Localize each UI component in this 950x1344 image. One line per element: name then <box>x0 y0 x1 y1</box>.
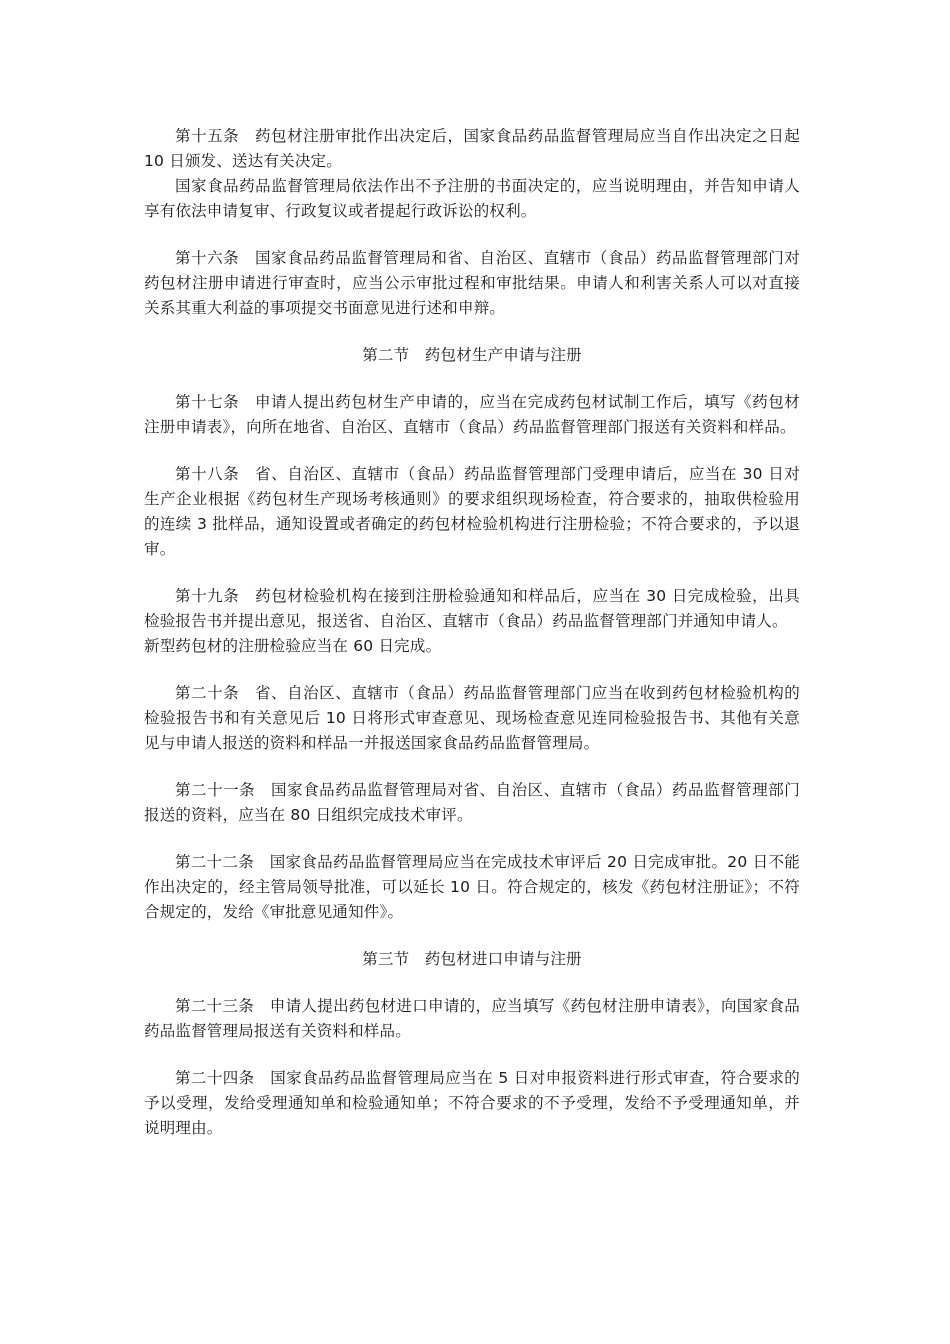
article-17 <box>144 390 800 440</box>
article-22-number: 第二十二条 <box>175 853 255 871</box>
section-2-number: 第二节 <box>362 346 410 364</box>
document-page <box>144 124 800 1141</box>
section-2-title: 药包材生产申请与注册 <box>424 346 582 364</box>
article-18-text: 省、自治区、直辖市（食品）药品监督管理部门受理申请后，应当在 30 日对生产企业根据《药包材生产现场考核通则》的要求组织现场检查，符合要求的，抽取供检验用的连续 3 批样品，通知设置或者确定的药包材检验机构进行注册检验；不符合要求的，予以退审。 <box>144 465 800 558</box>
article-20-number: 第二十条 <box>175 684 240 702</box>
article-24-number: 第二十四条 <box>175 1069 255 1087</box>
article-15-number: 第十五条 <box>175 127 240 145</box>
article-18 <box>144 462 800 562</box>
article-21-number: 第二十一条 <box>175 781 256 799</box>
article-18-number: 第十八条 <box>175 465 240 483</box>
article-23-text: 申请人提出药包材进口申请的，应当填写《药包材注册申请表》，向国家食品药品监督管理局报送有关资料和样品。 <box>144 997 800 1040</box>
article-22 <box>144 850 800 925</box>
section-3-heading <box>144 947 800 972</box>
article-21-text: 国家食品药品监督管理局对省、自治区、直辖市（食品）药品监督管理部门报送的资料，应当在 80 日组织完成技术审评。 <box>144 781 800 824</box>
section-3-number: 第三节 <box>362 950 410 968</box>
article-24 <box>144 1066 800 1141</box>
article-15-text: 药包材注册审批作出决定后，国家食品药品监督管理局应当自作出决定之日起 10 日颁发、送达有关决定。 <box>144 127 800 170</box>
article-15-paragraph-2: 国家食品药品监督管理局依法作出不予注册的书面决定的，应当说明理由，并告知申请人享有依法申请复审、行政复议或者提起行政诉讼的权利。 <box>144 177 800 220</box>
article-19-text: 药包材检验机构在接到注册检验通知和样品后，应当在 30 日完成检验，出具检验报告书并提出意见，报送省、自治区、直辖市（食品）药品监督管理部门并通知申请人。 <box>144 587 800 630</box>
article-24-text: 国家食品药品监督管理局应当在 5 日对申报资料进行形式审查，符合要求的予以受理，发给受理通知单和检验通知单；不符合要求的不予受理，发给不予受理通知单，并说明理由。 <box>144 1069 800 1137</box>
article-20-text: 省、自治区、直辖市（食品）药品监督管理部门应当在收到药包材检验机构的检验报告书和有关意见后 10 日将形式审查意见、现场检查意见连同检验报告书、其他有关意见与申请人报送的资料和样品一并报送国家食品药品监督管理局。 <box>144 684 800 752</box>
article-22-text: 国家食品药品监督管理局应当在完成技术审评后 20 日完成审批。20 日不能作出决定的，经主管局领导批准，可以延长 10 日。符合规定的，核发《药包材注册证》；不符合规定的，发给《审批意见通知件》。 <box>144 853 800 921</box>
article-17-number: 第十七条 <box>175 393 240 411</box>
article-16-number: 第十六条 <box>175 249 240 267</box>
article-23 <box>144 994 800 1044</box>
section-2-heading <box>144 343 800 368</box>
article-20 <box>144 681 800 756</box>
article-19-number: 第十九条 <box>175 587 240 605</box>
article-23-number: 第二十三条 <box>175 997 255 1015</box>
article-17-text: 申请人提出药包材生产申请的，应当在完成药包材试制工作后，填写《药包材注册申请表》，向所在地省、自治区、直辖市（食品）药品监督管理部门报送有关资料和样品。 <box>144 393 800 436</box>
article-19-paragraph-2: 新型药包材的注册检验应当在 60 日完成。 <box>144 637 442 655</box>
article-19 <box>144 584 800 634</box>
article-16-text: 国家食品药品监督管理局和省、自治区、直辖市（食品）药品监督管理部门对药包材注册申请进行审查时，应当公示审批过程和审批结果。申请人和利害关系人可以对直接关系其重大利益的事项提交书面意见进行述和申辩。 <box>144 249 800 317</box>
article-16 <box>144 246 800 321</box>
article-21 <box>144 778 800 828</box>
section-3-title: 药包材进口申请与注册 <box>424 950 582 968</box>
article-15-paragraph-1 <box>144 124 800 174</box>
